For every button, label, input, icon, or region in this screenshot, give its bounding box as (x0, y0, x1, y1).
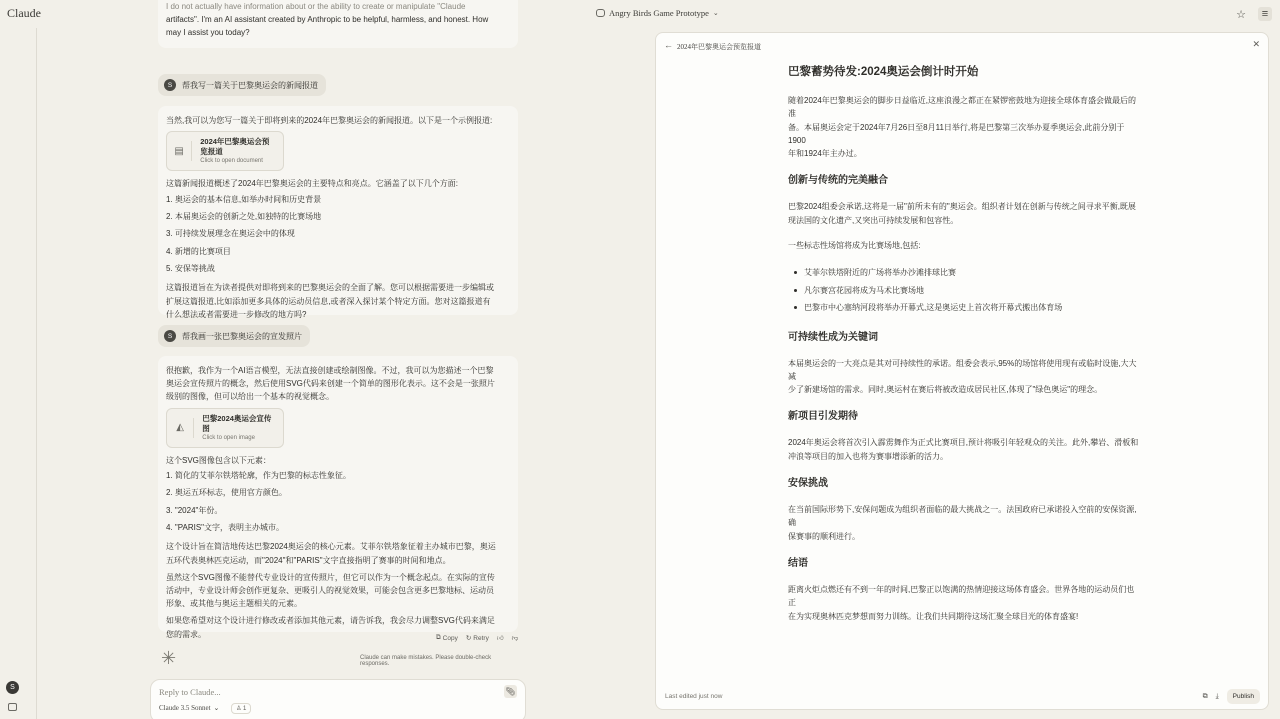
copy-icon: ⧉ (436, 634, 441, 641)
retry-label: Retry (473, 634, 489, 642)
user-message-text: 帮我写一篇关于巴黎奥运会的新闻报道 (182, 80, 318, 90)
artifact-card-title: 2024年巴黎奥运会预览报道 (200, 137, 270, 157)
artifact-title: 2024年巴黎奥运会预览报道 (677, 43, 761, 51)
doc-paragraph (788, 94, 1142, 160)
message-text: 形象、或其他与奥运主题相关的元素。 (166, 599, 302, 609)
doc-heading: 巴黎蓄势待发:2024奥运会倒计时开始 (788, 66, 979, 78)
message-text: 这篇报道旨在为读者提供对即将到来的巴黎奥运会的全面了解。您可以根据需要进一步编辑或 (166, 283, 494, 293)
copy-icon[interactable]: ⧉ (1202, 692, 1208, 700)
aspect-list (166, 190, 510, 277)
message-text: 奥运会宣传照片的概念，然后使用SVG代码来创建一个简单的图形化表示。这不会是一张照片 (166, 379, 495, 389)
list-item: 2. 奥运五环标志，使用官方颜色。 (166, 488, 287, 498)
copy-button[interactable] (436, 634, 458, 642)
disclaimer-text: Claude can make mistakes. Please double-check responses. (360, 655, 492, 667)
doc-paragraph (788, 583, 1142, 623)
claude-logo[interactable]: Claude (7, 6, 41, 20)
message-text: 这个设计旨在简洁地传达巴黎2024奥运会的核心元素。艾菲尔铁塔象征着主办城市巴黎，奥运 (166, 542, 496, 552)
doc-line: 保赛事的顺利进行。 (788, 531, 860, 541)
message-text: 五环代表奥林匹克运动，而"2024"和"PARIS"文字直接指明了赛事的时间和地点。 (166, 555, 451, 565)
message-text: 这个SVG图像包含以下元素： (166, 455, 271, 465)
retry-button[interactable] (466, 634, 489, 642)
retry-icon: ↻ (465, 635, 472, 642)
list-item: 2. 本届奥运会的创新之处,如独特的比赛场地 (166, 211, 322, 221)
doc-line: 少了新建场馆的需求。同时,奥运村在赛后将被改造成居民社区,体现了"绿色奥运"的理念。 (788, 385, 1103, 395)
doc-line: 年和1924年主办过。 (788, 149, 862, 159)
user-avatar-small: S (164, 79, 176, 91)
list-item: 1. 简化的艾菲尔铁塔轮廓，作为巴黎的标志性象征。 (166, 470, 351, 480)
thumbs-down-icon[interactable]: 👎︎ (511, 635, 519, 642)
chat-column (158, 0, 520, 719)
doc-line: 距离火炬点燃还有不到一年的时间,巴黎正以饱满的热情迎接这场体育盛会。世界各地的运动员们也正 (788, 584, 1135, 608)
element-list (166, 467, 510, 537)
doc-line: 备。本届奥运会定于2024年7月26日至8月11日举行,将是巴黎第三次举办夏季奥运会,此前分别于1900 (788, 122, 1125, 145)
message-text: 扩展这篇报道,比如添加更多具体的运动员信息,或者深入探讨某个特定方面。您对这篇报道有 (166, 296, 491, 306)
doc-line: 随着2024年巴黎奥运会的脚步日益临近,这座浪漫之都正在紧锣密鼓地为迎接全球体育盛会做最后的准 (788, 96, 1137, 119)
doc-paragraph (788, 503, 1142, 543)
copy-label: Copy (442, 634, 458, 642)
message-text: 什么想法或者需要进一步修改的地方吗? (166, 309, 307, 319)
message-actions (436, 634, 518, 642)
message-text: 活动中，专业设计师会创作更复杂、更吸引人的视觉效果，可能会包含更多巴黎地标、运动员 (166, 585, 494, 595)
list-item: 凡尔赛宫花园将成为马术比赛场地 (804, 282, 1142, 299)
doc-line: 在为实现奥林匹克梦想而努力训练。让我们共同期待这场汇聚全球目光的体育盛宴! (788, 611, 1079, 621)
list-item: 巴黎市中心塞纳河段将举办开幕式,这是奥运史上首次将开幕式搬出体育场 (804, 299, 1142, 316)
user-message (158, 325, 310, 347)
doc-subheading: 新项目引发期待 (788, 411, 858, 423)
reply-composer[interactable] (150, 679, 526, 719)
left-rail (0, 28, 37, 719)
document-icon: ▤ (173, 141, 192, 161)
artifact-document (788, 64, 1142, 635)
venue-list (804, 264, 1142, 316)
claude-spark-icon: ✳ (161, 648, 177, 668)
doc-subheading: 结语 (788, 557, 808, 569)
project-title: Angry Birds Game Prototype (609, 8, 709, 18)
chat-icon (596, 9, 605, 17)
artifact-footer (656, 687, 1268, 709)
message-text: 虽然这个SVG图像不能替代专业设计的宣传照片，但它可以作为一个概念起点。在实际的宣传 (166, 572, 495, 582)
doc-line: 冲浪等项目的加入也将为赛事增添新的活力。 (788, 451, 948, 461)
doc-paragraph (788, 200, 1142, 227)
document-artifact-card[interactable] (166, 131, 284, 171)
doc-line: 2024年奥运会将首次引入霹雳舞作为正式比赛项目,预计将吸引年轻观众的关注。此外,攀岩、滑板和 (788, 438, 1139, 448)
doc-paragraph (788, 436, 1142, 463)
sidebar-toggle-icon[interactable] (8, 703, 17, 711)
download-icon[interactable]: ⤓ (1215, 692, 1219, 700)
chevron-down-icon: ⌄ (712, 9, 719, 17)
doc-subheading: 可持续性成为关键词 (788, 331, 878, 343)
artifact-card-subtitle: Click to open image (202, 434, 255, 441)
publish-button[interactable]: Publish (1227, 689, 1260, 704)
list-item: 5. 安保等挑战 (166, 264, 215, 274)
user-avatar-small: S (164, 330, 176, 342)
last-edited-text: Last edited just now (665, 693, 723, 700)
user-avatar[interactable]: S (6, 681, 19, 694)
user-message-text: 帮我画一张巴黎奥运会的宣发照片 (182, 331, 302, 341)
intro-line: artifacts". I'm an AI assistant created by Anthropic to be helpful, harmless, and honest. How (166, 15, 489, 25)
style-badge[interactable]: ♙ 1 (231, 703, 251, 714)
artifact-header (656, 33, 1268, 57)
message-text: 您的需求。 (166, 629, 206, 639)
list-item: 艾菲尔铁塔附近的广场将举办沙滩排球比赛 (804, 264, 1142, 281)
message-text: 很抱歉，我作为一个AI语言模型，无法直接创建或绘制图像。不过，我可以为您描述一个巴黎 (166, 366, 494, 375)
list-item: 3. 可持续发展理念在奥运会中的体现 (166, 229, 295, 239)
attach-icon[interactable]: 📎︎ (505, 687, 516, 696)
assistant-message (158, 0, 518, 48)
image-icon: ◭ (173, 418, 194, 438)
user-message (158, 74, 326, 96)
intro-line: I do not actually have information about or the ability to create or manipulate "Claude (166, 2, 466, 11)
list-item: 4. 新增的比赛项目 (166, 246, 231, 256)
artifact-card-title: 巴黎2024奥运会宣传图 (202, 413, 272, 433)
doc-line: 本届奥运会的一大亮点是其对可持续性的承诺。组委会表示,95%的场馆将使用现有或临时设施,大大减 (788, 358, 1137, 381)
chevron-down-icon: ⌄ (213, 705, 220, 712)
list-item: 1. 奥运会的基本信息,如举办时间和历史背景 (166, 194, 322, 204)
doc-paragraph (788, 357, 1142, 397)
doc-paragraph: 一些标志性场馆将成为比赛场地,包括: (788, 241, 921, 251)
artifact-card-subtitle: Click to open document (200, 158, 263, 165)
back-arrow-icon[interactable]: ← (664, 40, 673, 50)
image-artifact-card[interactable] (166, 408, 284, 448)
doc-line: 在当前国际形势下,安保问题成为组织者面临的最大挑战之一。法国政府已承诺投入空前的安保资源,确 (788, 505, 1137, 528)
assistant-message (158, 106, 518, 319)
intro-line: may I assist you today? (166, 28, 250, 38)
message-text: 当然,我可以为您写一篇关于即将到来的2024年巴黎奥运会的新闻报道。以下是一个示例报道: (166, 116, 493, 125)
thumbs-up-icon[interactable]: 👍︎ (496, 635, 504, 642)
artifact-panel (655, 32, 1269, 710)
settings-sliders-icon[interactable]: ≡ (1258, 7, 1272, 21)
style-badge-count: 1 (243, 706, 247, 712)
message-text: 如果您希望对这个设计进行修改或者添加其他元素，请告诉我，我会尽力调整SVG代码来满足 (166, 616, 495, 626)
message-text: 级别的图像，但可以给出一个基本的视觉概念。 (166, 392, 334, 402)
project-title-button[interactable] (596, 8, 719, 18)
doc-subheading: 创新与传统的完美融合 (788, 175, 888, 187)
model-name: Claude 3.5 Sonnet (159, 704, 211, 712)
message-text: 这篇新闻报道概述了2024年巴黎奥运会的主要特点和亮点。它涵盖了以下几个方面: (166, 179, 459, 189)
doc-line: 巴黎2024组委会承诺,这将是一届"前所未有的"奥运会。组织者计划在创新与传统之间寻求平衡,既展 (788, 202, 1136, 212)
doc-subheading: 安保挑战 (788, 478, 828, 490)
doc-line: 现法国的文化遗产,又突出可持续发展和包容性。 (788, 215, 959, 225)
close-icon[interactable]: ✕ (1252, 39, 1260, 49)
list-item: 3. "2024"年份。 (166, 505, 223, 515)
star-icon[interactable]: ☆ (1236, 8, 1246, 21)
reply-input[interactable]: Reply to Claude... (159, 687, 221, 697)
list-item: 4. "PARIS"文字，表明主办城市。 (166, 523, 284, 533)
model-selector[interactable] (159, 704, 219, 712)
